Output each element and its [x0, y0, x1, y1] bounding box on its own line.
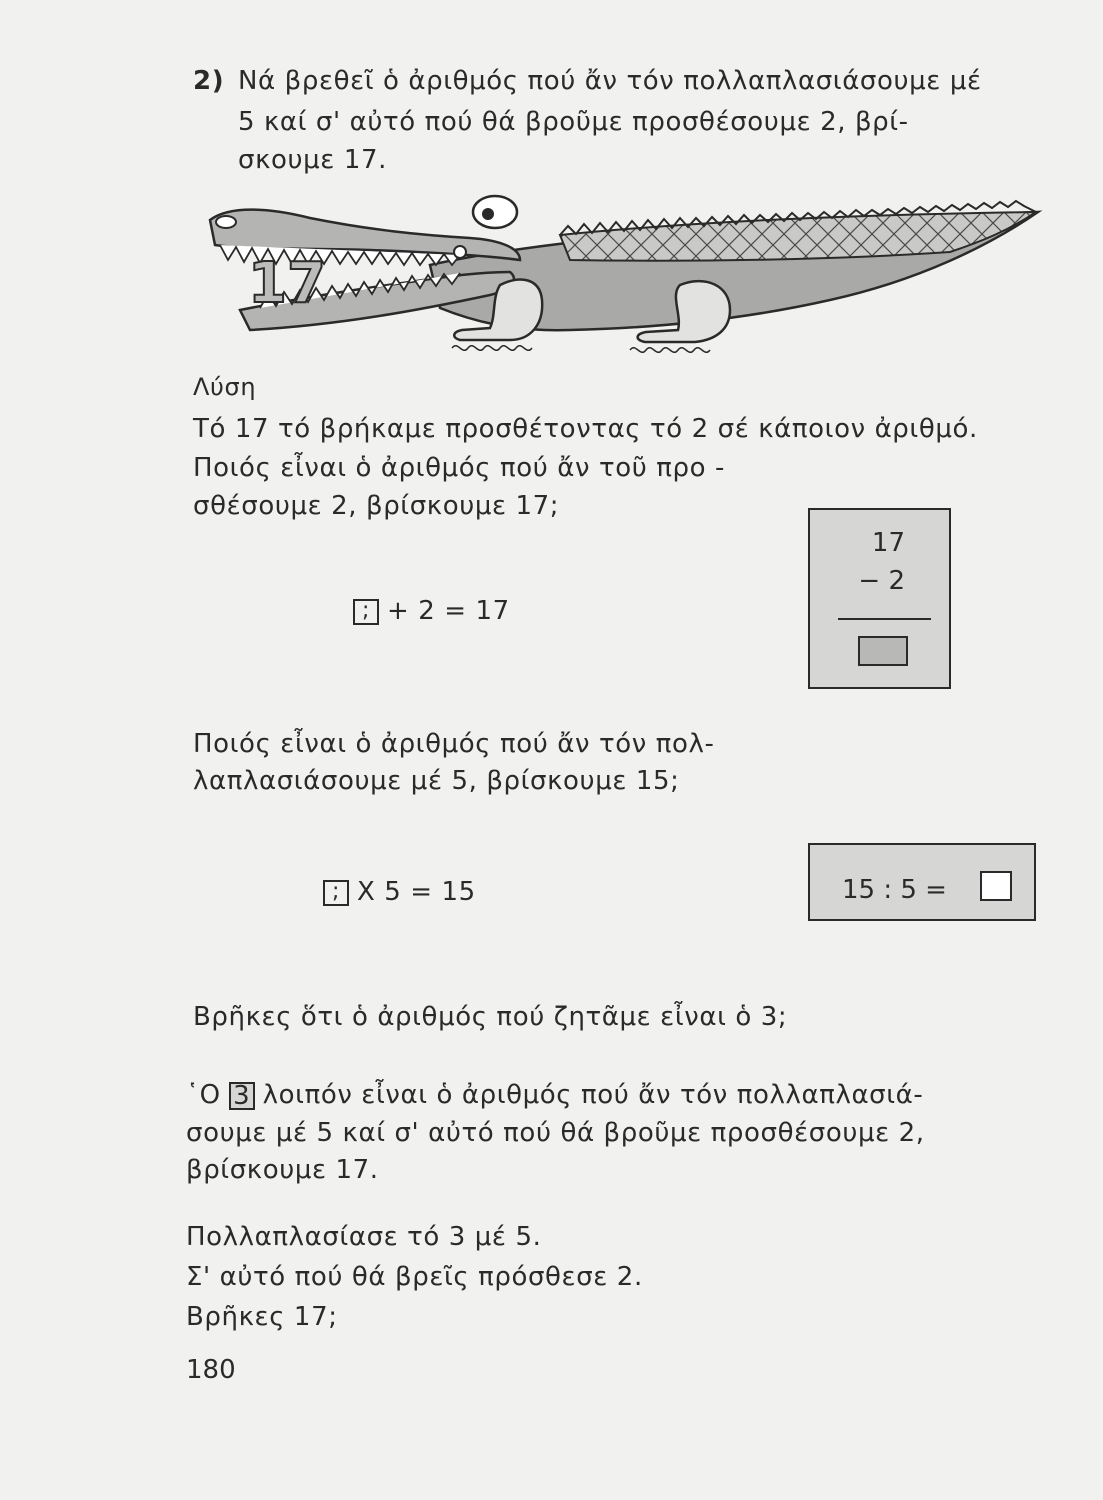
unknown-box: ;	[353, 599, 379, 625]
conclusion-line-3: βρίσκουμε 17.	[186, 1155, 379, 1185]
check-line-2: Σ' αὐτό πού θά βρεῖς πρόσθεσε 2.	[186, 1262, 643, 1292]
check-line-3: Βρῆκες 17;	[186, 1302, 338, 1332]
problem-number: 2)	[193, 66, 225, 96]
found-line: Βρῆκες ὅτι ὁ ἀριθμός πού ζητᾶμε εἶναι ὁ 3;	[193, 1002, 788, 1032]
subtraction-minuend: 17	[871, 528, 905, 558]
division-expression: 15 : 5 =	[842, 875, 947, 905]
conclusion-answer-box: 3	[229, 1082, 255, 1110]
equation-addition	[353, 596, 510, 626]
page-number: 180	[186, 1355, 236, 1385]
conclusion-prefix: ῾Ο	[186, 1080, 221, 1110]
division-panel	[808, 843, 1036, 921]
equation-addition-text: + 2 = 17	[387, 596, 510, 626]
crocodile-illustration	[190, 190, 1050, 365]
solution-intro-line-2: Ποιός εἶναι ὁ ἀριθμός πού ἄν τοῦ προ -	[193, 453, 725, 483]
crocodile-mouth-number: 17	[248, 251, 326, 316]
problem-line-1: Νά βρεθεῖ ὁ ἀριθμός πού ἄν τόν πολλαπλασιάσουμε μέ	[238, 66, 982, 96]
conclusion-line-2: σουμε μέ 5 καί σ' αὐτό πού θά βροῦμε προσθέσουμε 2,	[186, 1118, 925, 1148]
equation-multiplication	[323, 877, 476, 907]
solution-intro-line-1: Τό 17 τό βρήκαμε προσθέτοντας τό 2 σέ κάποιον ἀριθμό.	[193, 414, 978, 444]
problem-line-3: σκουμε 17.	[238, 145, 387, 175]
subtraction-subtrahend: − 2	[858, 566, 905, 596]
equation-multiplication-text: X 5 = 15	[357, 877, 476, 907]
problem-line-2: 5 καί σ' αὐτό πού θά βροῦμε προσθέσουμε 2, βρί-	[238, 107, 909, 137]
question-2-line-1: Ποιός εἶναι ὁ ἀριθμός πού ἄν τόν πολ-	[193, 729, 715, 759]
check-line-1: Πολλαπλασίασε τό 3 μέ 5.	[186, 1222, 542, 1252]
conclusion-line-1	[186, 1080, 923, 1110]
unknown-box: ;	[323, 880, 349, 906]
crocodile-eye	[473, 196, 517, 228]
solution-intro-line-3: σθέσουμε 2, βρίσκουμε 17;	[193, 491, 560, 521]
subtraction-panel	[808, 508, 951, 689]
subtraction-rule	[838, 618, 931, 620]
question-2-line-2: λαπλασιάσουμε μέ 5, βρίσκουμε 15;	[193, 766, 680, 796]
division-answer-box	[980, 871, 1012, 901]
solution-heading: Λύση	[193, 373, 257, 401]
conclusion-line-1-text: λοιπόν εἶναι ὁ ἀριθμός πού ἄν τόν πολλαπλασιά-	[262, 1080, 924, 1110]
subtraction-result-box	[858, 636, 908, 666]
